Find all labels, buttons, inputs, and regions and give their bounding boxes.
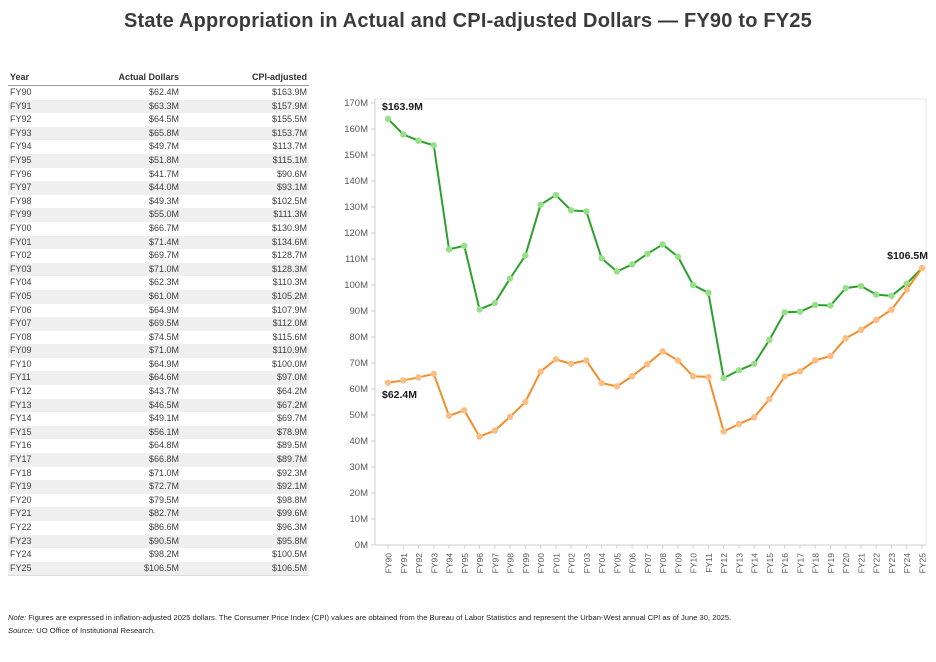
data-point <box>614 268 620 274</box>
table-cell: FY09 <box>10 345 32 356</box>
table-row <box>8 426 309 440</box>
table-cell: $64.6M <box>148 372 179 383</box>
table-cell: $67.2M <box>276 399 307 410</box>
x-tick-label: FY20 <box>841 553 852 574</box>
table-cell: FY96 <box>10 168 32 179</box>
data-point <box>553 192 559 198</box>
table-cell: FY20 <box>10 494 32 505</box>
data-point <box>781 309 787 315</box>
data-label: $106.5M <box>887 250 928 263</box>
table-cell: $64.9M <box>148 358 179 369</box>
table-cell: FY12 <box>10 386 32 397</box>
x-tick-label: FY97 <box>490 553 501 574</box>
data-point <box>720 375 726 381</box>
table-cell: FY25 <box>10 562 32 573</box>
table-cell: FY04 <box>10 277 32 288</box>
data-point <box>690 373 696 379</box>
table-cell: $71.4M <box>148 236 179 247</box>
data-point <box>797 309 803 315</box>
table-row <box>8 371 309 385</box>
y-tick-label: 40M <box>349 436 368 447</box>
data-point <box>873 291 879 297</box>
data-point <box>537 201 543 207</box>
data-point <box>522 252 528 258</box>
y-tick-label: 120M <box>344 228 368 239</box>
table-cell: FY19 <box>10 481 32 492</box>
table-row <box>8 276 309 290</box>
table-cell: $89.5M <box>276 440 307 451</box>
data-point <box>751 414 757 420</box>
data-point <box>827 353 833 359</box>
x-tick-label: FY01 <box>551 553 562 574</box>
x-tick-label: FY04 <box>597 553 608 574</box>
y-tick-label: 100M <box>344 280 368 291</box>
data-point <box>568 207 574 213</box>
data-point <box>400 377 406 383</box>
table-row <box>8 453 309 467</box>
table-row <box>8 331 309 345</box>
data-point <box>492 300 498 306</box>
table-cell: $66.7M <box>148 222 179 233</box>
data-point <box>843 285 849 291</box>
table-cell: $64.5M <box>148 114 179 125</box>
data-point <box>385 116 391 122</box>
data-point <box>644 251 650 257</box>
table-cell: $51.8M <box>148 154 179 165</box>
data-point <box>476 433 482 439</box>
data-label: $163.9M <box>382 100 423 113</box>
table-cell: $130.9M <box>271 222 307 233</box>
x-tick-label: FY08 <box>658 553 669 574</box>
table-cell: $98.8M <box>276 494 307 505</box>
x-tick-label: FY14 <box>749 553 760 574</box>
data-point <box>858 327 864 333</box>
table-cell: $69.7M <box>276 413 307 424</box>
table-cell: $71.0M <box>148 345 179 356</box>
table-cell: $49.3M <box>148 195 179 206</box>
table-cell: $163.9M <box>271 87 307 97</box>
table-row <box>8 412 309 426</box>
y-tick-label: 10M <box>349 514 368 525</box>
table-cell: FY93 <box>10 127 32 138</box>
table-cell: $44.0M <box>148 182 179 193</box>
series-line <box>388 119 922 378</box>
table-row <box>8 263 309 277</box>
y-tick-label: 50M <box>349 410 368 421</box>
data-point <box>736 421 742 427</box>
data-label: $62.4M <box>382 388 418 401</box>
data-point <box>568 361 574 367</box>
table-cell: $79.5M <box>148 494 179 505</box>
data-point <box>888 307 894 313</box>
x-tick-label: FY17 <box>795 553 806 574</box>
data-point <box>598 255 604 261</box>
table-cell: $99.6M <box>276 508 307 519</box>
table-cell: $82.7M <box>148 508 179 519</box>
table-cell: FY98 <box>10 195 32 206</box>
x-tick-label: FY24 <box>902 553 913 574</box>
table-cell: $41.7M <box>148 168 179 179</box>
table-cell: FY02 <box>10 250 32 261</box>
table-cell: $106.5M <box>143 562 179 573</box>
data-point <box>507 275 513 281</box>
table-cell: $115.1M <box>272 154 307 165</box>
table-cell: $100.5M <box>271 549 307 560</box>
x-tick-label: FY21 <box>856 553 867 574</box>
data-point <box>827 302 833 308</box>
table-row <box>8 548 309 562</box>
data-point <box>736 367 742 373</box>
table-cell: $128.7M <box>271 250 307 261</box>
table-row <box>8 140 309 154</box>
x-tick-label: FY10 <box>688 553 699 574</box>
y-tick-label: 170M <box>344 98 368 109</box>
data-point <box>812 302 818 308</box>
table-cell: $93.1M <box>276 182 307 193</box>
data-point <box>720 428 726 434</box>
table-cell: FY17 <box>10 454 32 465</box>
table-row <box>8 208 309 222</box>
x-tick-label: FY98 <box>505 553 516 574</box>
x-tick-label: FY96 <box>475 553 486 574</box>
table-cell: FY08 <box>10 331 32 342</box>
data-point <box>431 142 437 148</box>
data-point <box>843 335 849 341</box>
table-cell: $115.6M <box>272 331 307 342</box>
table-cell: $100.0M <box>271 358 307 369</box>
table-cell: FY03 <box>10 263 32 274</box>
data-point <box>705 374 711 380</box>
data-point <box>690 282 696 288</box>
data-point <box>415 138 421 144</box>
y-tick-label: 0M <box>354 540 368 551</box>
table-cell: $55.0M <box>148 209 179 220</box>
data-point <box>904 286 910 292</box>
x-tick-label: FY12 <box>719 553 730 574</box>
table-cell: $105.2M <box>271 290 307 301</box>
note-label: Note: <box>8 613 27 622</box>
table-row <box>8 507 309 521</box>
table-cell: $66.8M <box>148 454 179 465</box>
x-tick-label: FY23 <box>886 553 897 574</box>
x-tick-label: FY92 <box>414 553 425 574</box>
data-point <box>553 356 559 362</box>
table-row <box>8 290 309 304</box>
source-line <box>8 625 928 638</box>
column-header-actual: Actual Dollars <box>118 72 179 82</box>
line-chart-canvas <box>330 85 936 600</box>
x-tick-label: FY90 <box>383 553 394 574</box>
y-tick-label: 20M <box>349 488 368 499</box>
table-cell: $110.3M <box>272 277 307 288</box>
table-cell: $95.8M <box>276 535 307 546</box>
table-cell: FY21 <box>10 508 32 519</box>
table-cell: $97.0M <box>276 372 307 383</box>
y-tick-label: 90M <box>349 306 368 317</box>
x-tick-label: FY16 <box>780 553 791 574</box>
table-cell: $134.6M <box>271 236 307 247</box>
table-header <box>8 71 309 86</box>
y-tick-label: 60M <box>349 384 368 395</box>
page-title: State Appropriation in Actual and CPI-adjusted Dollars — FY90 to FY25 <box>124 10 812 32</box>
data-point <box>461 407 467 413</box>
table-cell: FY14 <box>10 413 32 424</box>
source-label: Source: <box>8 625 35 635</box>
x-tick-label: FY94 <box>444 553 455 574</box>
table-cell: FY91 <box>10 100 32 111</box>
table-cell: FY24 <box>10 549 32 560</box>
table-cell: $107.9M <box>271 304 307 315</box>
table-cell: FY23 <box>10 535 32 546</box>
table-row <box>8 480 309 494</box>
x-tick-label: FY95 <box>459 553 470 574</box>
table-row <box>8 358 309 372</box>
table-cell: $128.3M <box>271 263 307 274</box>
data-point <box>797 368 803 374</box>
data-point <box>446 413 452 419</box>
table-row <box>8 154 309 168</box>
data-point <box>766 337 772 343</box>
table-cell: FY05 <box>10 290 32 301</box>
table-cell: $61.0M <box>148 290 179 301</box>
data-point <box>492 427 498 433</box>
data-point <box>537 368 543 374</box>
data-point <box>614 383 620 389</box>
table-row <box>8 317 309 331</box>
data-point <box>583 208 589 214</box>
table-cell: FY95 <box>10 154 32 165</box>
table-cell: $64.9M <box>148 304 179 315</box>
column-header-cpi: CPI-adjusted <box>251 72 307 82</box>
table-cell: FY15 <box>10 426 32 437</box>
data-point <box>888 293 894 299</box>
data-point <box>705 290 711 296</box>
table-row <box>8 236 309 250</box>
table-cell: FY11 <box>10 372 31 383</box>
note-line <box>8 612 928 625</box>
footnotes <box>8 612 928 638</box>
table-body <box>8 86 309 576</box>
table-cell: $90.6M <box>276 168 307 179</box>
table-row <box>8 222 309 236</box>
table-cell: $69.5M <box>148 318 179 329</box>
source-text: UO Office of Institutional Research. <box>34 625 156 635</box>
table-row <box>8 113 309 127</box>
table-cell: $89.7M <box>276 454 307 465</box>
data-point <box>675 253 681 259</box>
table-cell: FY10 <box>10 358 32 369</box>
line-chart <box>330 85 936 600</box>
table-row <box>8 535 309 549</box>
data-point <box>858 283 864 289</box>
table-cell: FY00 <box>10 222 32 233</box>
data-point <box>598 380 604 386</box>
table-cell: $110.9M <box>272 345 307 356</box>
x-tick-label: FY13 <box>734 553 745 574</box>
table-cell: $112.0M <box>272 318 307 329</box>
data-point <box>385 380 391 386</box>
table-cell: $46.5M <box>148 399 179 410</box>
table-row <box>8 249 309 263</box>
x-tick-label: FY22 <box>871 553 882 574</box>
data-point <box>781 373 787 379</box>
y-tick-label: 150M <box>344 150 368 161</box>
table-cell: $96.3M <box>276 522 307 532</box>
table-cell: FY07 <box>10 318 32 329</box>
data-point <box>659 241 665 247</box>
y-tick-label: 160M <box>344 124 368 135</box>
table-cell: $113.7M <box>272 141 307 152</box>
table-row <box>8 344 309 358</box>
table-cell: $62.3M <box>148 277 179 288</box>
x-tick-label: FY03 <box>581 553 592 574</box>
table-cell: $65.8M <box>148 127 179 138</box>
data-point <box>476 306 482 312</box>
x-tick-label: FY00 <box>536 553 547 574</box>
table-cell: $86.6M <box>148 522 179 532</box>
data-point <box>629 373 635 379</box>
x-tick-label: FY19 <box>825 553 836 574</box>
data-point <box>415 374 421 380</box>
y-tick-label: 130M <box>344 202 368 213</box>
table-cell: FY94 <box>10 141 32 152</box>
column-header-year: Year <box>10 72 30 82</box>
table-cell: $71.0M <box>148 263 179 274</box>
table-cell: FY92 <box>10 114 32 125</box>
table-row <box>8 195 309 209</box>
table-cell: $102.5M <box>271 195 307 206</box>
x-tick-label: FY11 <box>703 553 714 573</box>
data-point <box>873 317 879 323</box>
data-point <box>461 243 467 249</box>
table-row <box>8 494 309 508</box>
table-cell: $78.9M <box>276 426 307 437</box>
table-cell: $153.7M <box>271 127 307 138</box>
y-tick-label: 140M <box>344 176 368 187</box>
data-point <box>751 361 757 367</box>
table-cell: $56.1M <box>148 426 179 437</box>
table-cell: $64.8M <box>148 440 179 451</box>
table-cell: $64.2M <box>276 386 307 397</box>
table-cell: $106.5M <box>271 562 307 573</box>
table-cell: FY13 <box>10 399 32 410</box>
table-cell: FY90 <box>10 87 32 97</box>
x-tick-label: FY09 <box>673 553 684 574</box>
data-point <box>507 414 513 420</box>
data-point <box>659 348 665 354</box>
table-cell: $111.3M <box>273 209 307 220</box>
x-tick-label: FY18 <box>810 553 821 574</box>
table-cell: $43.7M <box>148 386 179 397</box>
table-cell: FY18 <box>10 467 32 478</box>
table-cell: FY01 <box>10 236 32 247</box>
table-cell: $63.3M <box>148 100 179 111</box>
table-row <box>8 562 309 576</box>
table-cell: $72.7M <box>148 481 179 492</box>
data-point <box>629 261 635 267</box>
table-cell: $92.1M <box>276 481 307 492</box>
table-cell: $157.9M <box>271 100 307 111</box>
x-tick-label: FY02 <box>566 553 577 574</box>
x-tick-label: FY07 <box>642 553 653 574</box>
data-point <box>431 371 437 377</box>
data-point <box>583 357 589 363</box>
data-point <box>400 131 406 137</box>
table-cell: $71.0M <box>148 467 179 478</box>
x-tick-label: FY06 <box>627 553 638 574</box>
note-text: Figures are expressed in inflation-adjusted 2025 dollars. The Consumer Price Index (CPI) values are obtained from the Bureau of Labor Statistics and represent the Urban-West annual CPI as of June 30, 2025. <box>26 613 732 622</box>
table-row <box>8 521 309 535</box>
table-cell: FY22 <box>10 522 32 532</box>
table-row <box>8 439 309 453</box>
table-cell: $49.1M <box>148 413 179 424</box>
y-tick-label: 80M <box>349 332 368 343</box>
y-tick-label: 110M <box>344 254 368 265</box>
table-cell: $62.4M <box>148 87 179 97</box>
table-row <box>8 181 309 195</box>
y-tick-label: 30M <box>349 462 368 473</box>
table-row <box>8 304 309 318</box>
data-point <box>522 399 528 405</box>
table-cell: $49.7M <box>148 141 179 152</box>
data-point <box>766 396 772 402</box>
x-tick-label: FY15 <box>764 553 775 574</box>
table-cell: $74.5M <box>148 331 179 342</box>
data-point <box>919 265 925 271</box>
data-point <box>675 357 681 363</box>
x-tick-label: FY93 <box>429 553 440 574</box>
table-row <box>8 467 309 481</box>
table-cell: FY16 <box>10 440 32 451</box>
x-tick-label: FY99 <box>520 553 531 574</box>
table-cell: FY99 <box>10 209 32 220</box>
table-row <box>8 127 309 141</box>
table-row <box>8 399 309 413</box>
y-tick-label: 70M <box>349 358 368 369</box>
table-cell: $69.7M <box>148 250 179 261</box>
x-tick-label: FY25 <box>917 553 928 574</box>
appropriation-table <box>8 71 309 576</box>
table-row <box>8 100 309 114</box>
x-tick-label: FY05 <box>612 553 623 574</box>
data-point <box>446 246 452 252</box>
table-cell: $92.3M <box>276 467 307 478</box>
x-tick-label: FY91 <box>398 553 409 574</box>
table-row <box>8 385 309 399</box>
table-cell: FY06 <box>10 304 32 315</box>
data-point <box>644 361 650 367</box>
table-cell: FY97 <box>10 182 32 193</box>
table-row <box>8 86 309 100</box>
table-row <box>8 168 309 182</box>
table-cell: $90.5M <box>148 535 179 546</box>
data-point <box>812 357 818 363</box>
table-cell: $155.5M <box>271 114 307 125</box>
table-cell: $98.2M <box>148 549 179 560</box>
